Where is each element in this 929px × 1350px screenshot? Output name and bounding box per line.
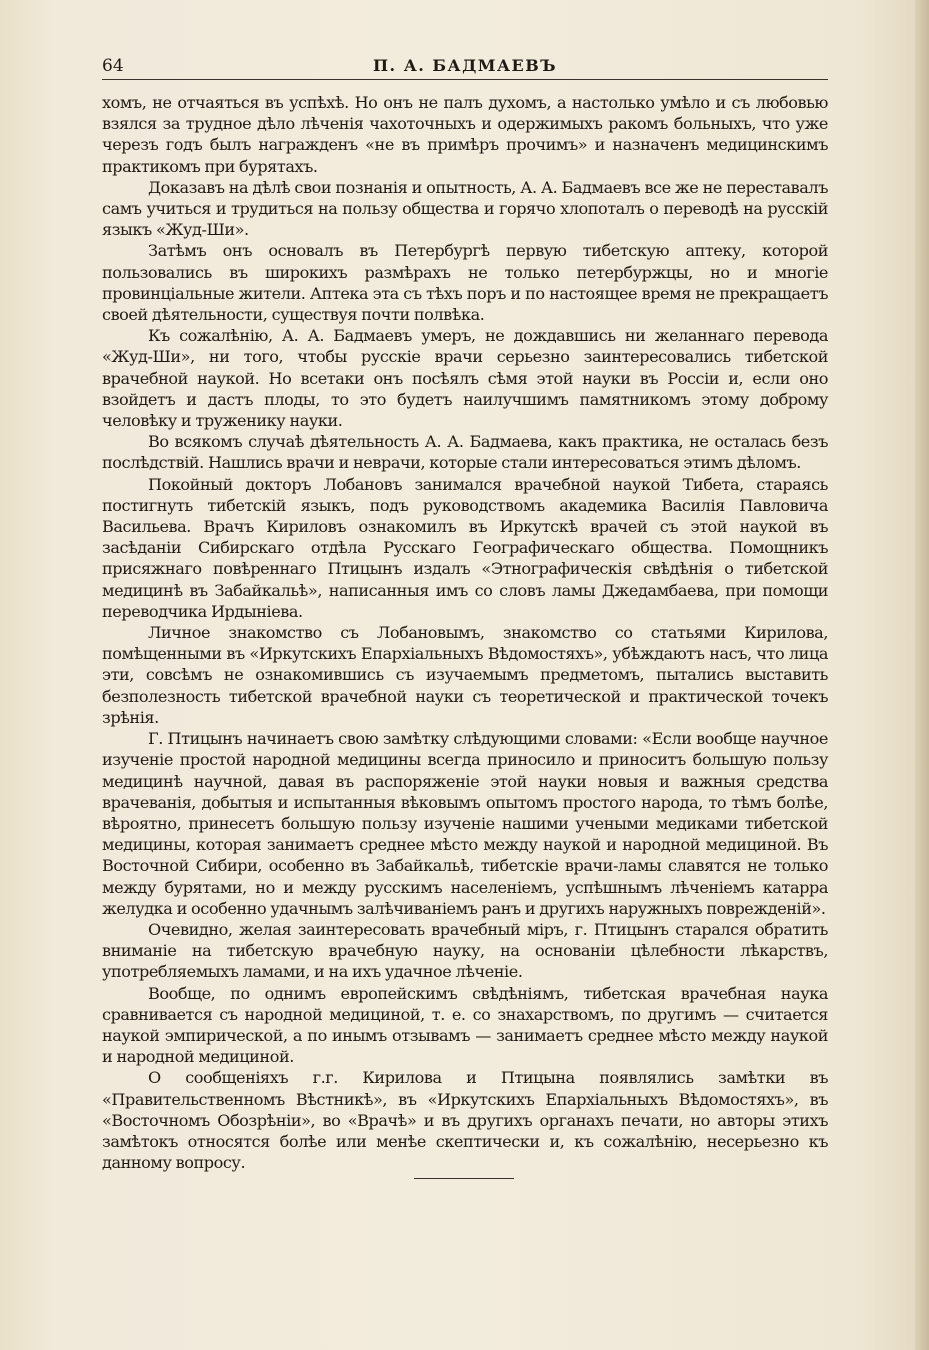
body-text [102,92,828,1173]
paragraph: Очевидно, желая заинтересовать врачебный міръ, г. Птицынъ старался обратить вниманіе на тибетскую врачебную науку, на основаніи цѣлебности лѣкарствъ, употребляемыхъ ламами, и на ихъ удачное лѣченіе. [102,919,828,982]
paragraph: Вообще, по однимъ европейскимъ свѣдѣніямъ, тибетская врачебная наука сравнивается съ народной медициной, т. е. со знахарствомъ, по другимъ — считается наукой эмпирической, а по инымъ отзывамъ — занимаетъ среднее мѣсто между наукой и народной медициной. [102,983,828,1067]
running-head: П. А. БАДМАЕВЪ [372,56,558,75]
paragraph: Во всякомъ случаѣ дѣятельность А. А. Бадмаева, какъ практика, не осталась безъ послѣдствій. Нашлись врачи и неврачи, которые стали интересоваться этимъ дѣломъ. [102,432,828,473]
paragraph: Личное знакомство съ Лобановымъ, знакомство со статьями Кирилова, помѣщенными въ «Иркутскихъ Епархіальныхъ Вѣдомостяхъ», убѣждаютъ насъ, что лица эти, совсѣмъ не ознакомившись съ изучаемымъ предметомъ, пытались выставить безполезность тибетской врачебной науки съ теоретической и практической точекъ зрѣнія. [102,623,828,727]
page-edge-shadow [915,0,929,1350]
page-header [102,56,828,78]
paragraph: хомъ, не отчаяться въ успѣхѣ. Но онъ не палъ духомъ, а настолько умѣло и съ любовью взялся за трудное дѣло лѣченія чахоточныхъ и одержимыхъ ракомъ больныхъ, что уже черезъ годъ былъ награжденъ «не въ примѣръ прочимъ» и назначенъ медицинскимъ практикомъ при бурятахъ. [102,93,828,176]
paragraph: Покойный докторъ Лобановъ занимался врачебной наукой Тибета, стараясь постигнуть тибетскій языкъ, подъ руководствомъ академика Василія Павловича Васильева. Врачъ Кириловъ ознакомилъ въ Иркутскѣ врачей съ этой наукой въ засѣданіи Сибирскаго отдѣла Русскаго Географическаго общества. Помощникъ присяжнаго повѣреннаго Птицынъ издалъ «Этнографическія свѣдѣнія о тибетской медицинѣ въ Забайкальѣ», написанныя имъ со словъ ламы Джедамбаева, при помощи переводчика Ирдыніева. [102,474,828,621]
paragraph: Г. Птицынъ начинаетъ свою замѣтку слѣдующими словами: «Если вообще научное изученіе простой народной медицины всегда приносило и приноситъ большую пользу медицинѣ научной, давая въ распоряженіе этой науки новыя и важныя средства врачеванія, добытыя и испытанныя вѣковымъ опытомъ простого народа, то тѣмъ болѣе, вѣроятно, принесетъ большую пользу изученіе нашими учеными медиками тибетской медицины, которая занимаетъ среднее мѣсто между наукой и народной медициной. Въ Восточной Сибири, особенно въ Забайкальѣ, тибетскіе врачи-ламы славятся не только между бурятами, но и между русскимъ населеніемъ, успѣшнымъ лѣченіемъ катарра желудка и особенно удачнымъ залѣчиваніемъ ранъ и другихъ наружныхъ поврежденій». [102,729,828,918]
paragraph: О сообщеніяхъ г.г. Кирилова и Птицына появлялись замѣтки въ «Правительственномъ Вѣстникѣ», въ «Иркутскихъ Епархіальныхъ Вѣдомостяхъ», въ «Восточномъ Обозрѣніи», во «Врачѣ» и въ другихъ органахъ печати, но авторы этихъ замѣтокъ относятся болѣе или менѣе скептически и, къ сожалѣнію, несерьезно къ данному вопросу. [102,1068,828,1173]
section-end-rule [414,1178,514,1179]
header-rule [102,79,828,80]
paragraph: Доказавъ на дѣлѣ свои познанія и опытность, А. А. Бадмаевъ все же не переставалъ самъ учиться и трудиться на пользу общества и горячо хлопоталъ о переводѣ на русскій языкъ «Жуд-Ши». [102,177,828,240]
paragraph: Къ сожалѣнію, А. А. Бадмаевъ умеръ, не дождавшись ни желаннаго перевода «Жуд-Ши», ни того, чтобы русскіе врачи серьезно заинтересовались тибетской врачебной наукой. Но всетаки онъ посѣялъ сѣмя этой науки въ Россіи и, если оно взойдетъ и дастъ плоды, то это будетъ наилучшимъ памятникомъ этому доброму человѣку и труженику науки. [102,326,828,431]
page-number: 64 [102,56,124,76]
paragraph: Затѣмъ онъ основалъ въ Петербургѣ первую тибетскую аптеку, которой пользовались въ широкихъ размѣрахъ не только петербуржцы, но и многіе провинціальные жители. Аптека эта съ тѣхъ поръ и по настоящее время не прекращаетъ своей дѣятельности, существуя почти полвѣка. [102,241,828,325]
